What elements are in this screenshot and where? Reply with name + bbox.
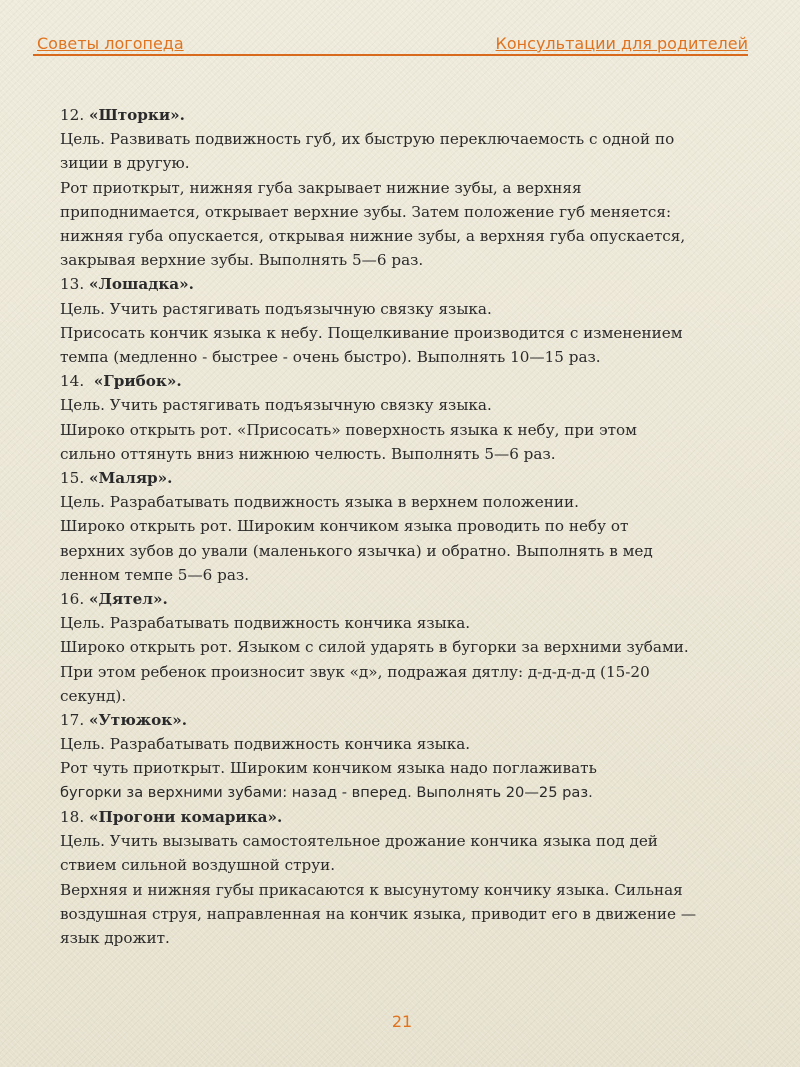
exercise-13-title: «Лошадка». [88,275,194,294]
exercise-15-line: Цель. Разрабатывать подвижность языка в верхнем положении. [60,493,579,512]
exercise-15-heading: 15. «Маляр». [60,469,173,488]
exercise-16-title: «Дятел». [88,590,168,609]
slide-header [33,34,748,56]
exercise-13-heading: 13. «Лошадка». [60,275,194,294]
page-number: 21 [391,1012,413,1031]
header-left-title: Советы логопеда [37,34,184,53]
header-right-title: Консультации для родителей [495,34,748,53]
exercise-12-line: нижняя губа опускается, открывая нижние зубы, а верхняя губа опускается, [60,227,686,246]
exercise-16-line: Цель. Разрабатывать подвижность кончика языка. [60,614,471,633]
exercise-12-title: «Шторки». [88,106,185,124]
exercise-12-line: приподнимается, открывает верхние зубы. Затем положение губ меняется: [60,202,672,221]
exercise-15-line: ленном темпе 5—6 раз. [60,565,250,584]
exercise-17-heading: 17. «Утюжок». [60,711,187,730]
exercise-13-line: Цель. Учить растягивать подъязычную связку языка. [60,299,492,318]
exercise-18-line: воздушная струя, направленная на кончик языка, приводит его в движение — [60,904,697,923]
exercise-14-line: Широко открыть рот. «Присосать» поверхность языка к небу, при этом [60,420,637,439]
exercise-12-heading: 12. «Шторки». [60,106,185,124]
exercise-15-line: верхних зубов до ували (маленького язычка) и обратно. Выполнять в мед [60,541,653,560]
exercise-17-line: бугорки за верхними зубами: назад - вперед. Выполнять 20—25 раз. [60,783,593,801]
exercise-16-heading: 16. «Дятел». [60,590,168,609]
exercise-18-line: Цель. Учить вызывать самостоятельное дрожание кончика языка под дей [60,832,658,851]
exercise-14-heading: 14. «Грибок». [60,372,182,391]
exercise-17-title: «Утюжок». [88,711,187,730]
exercise-12-line: Цель. Развивать подвижность губ, их быструю переключаемость с одной по [60,130,675,149]
exercise-18-line: ствием сильной воздушной струи. [60,856,336,875]
exercise-12-line: Рот приоткрыт, нижняя губа закрывает нижние зубы, а верхняя [60,178,582,197]
exercise-17-line: Рот чуть приоткрыт. Широким кончиком языка надо поглаживать [60,759,597,778]
exercise-17-line: Цель. Разрабатывать подвижность кончика языка. [60,735,471,754]
exercise-16-line: При этом ребенок произносит звук «д», подражая дятлу: д-д-д-д-д (15-20 [60,662,650,681]
exercise-list [60,103,750,950]
exercise-15-title: «Маляр». [88,469,173,488]
exercise-18-title: «Прогони комарика». [88,807,283,826]
exercise-15-line: Широко открыть рот. Широким кончиком языка проводить по небу от [60,517,629,536]
exercise-12-line: зиции в другую. [60,154,190,173]
exercise-14-title: «Грибок». [93,372,182,391]
header-divider [33,54,748,56]
exercise-18-line: Верхняя и нижняя губы прикасаются к высунутому кончику языка. Сильная [60,880,683,899]
exercise-16-line: секунд). [60,686,127,705]
exercise-18-heading: 18. «Прогони комарика». [60,807,283,826]
exercise-13-line: Присосать кончик языка к небу. Пощелкивание производится с изменением [60,323,683,342]
exercise-16-line: Широко открыть рот. Языком с силой ударять в бугорки за верхними зубами. [60,638,689,657]
exercise-13-line: темпа (медленно - быстрее - очень быстро). Выполнять 10—15 раз. [60,348,601,367]
exercise-14-line: сильно оттянуть вниз нижнюю челюсть. Выполнять 5—6 раз. [60,444,556,463]
exercise-14-line: Цель. Учить растягивать подъязычную связку языка. [60,396,492,415]
exercise-18-line: язык дрожит. [60,928,170,947]
exercise-12-line: закрывая верхние зубы. Выполнять 5—6 раз. [60,251,424,270]
